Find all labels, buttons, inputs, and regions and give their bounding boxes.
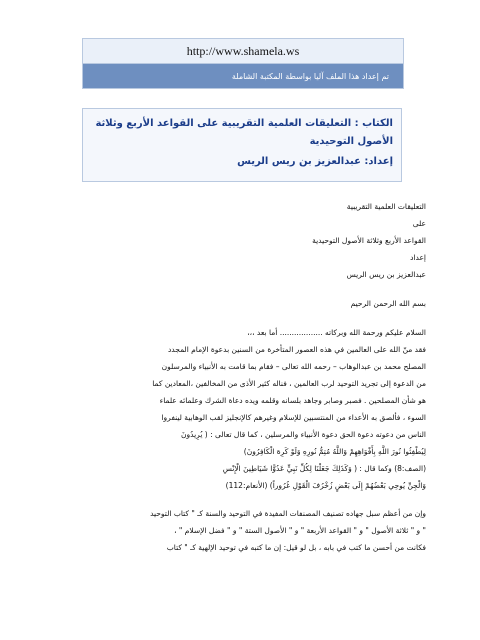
paragraph-line: هو شأن المصلحين . فصبر وصابر وجاهد بلسانه وقلمه ويده دعاة الشرك وعلمائه علماء [159, 396, 426, 405]
quran-verse-line: وَالْجِنِّ يُوحِي بَعْضُهُمْ إِلَى بَعْضٍ زُخْرُفَ الْقَوْلِ غُرُوراً) (الأنعام:112) [225, 481, 426, 490]
paragraph-1 [36, 341, 426, 494]
book-author: إعداد: عبدالعزيز بن ريس الريس [237, 156, 393, 167]
intro-line: إعداد [410, 253, 426, 262]
paragraph-line: " و " ثلاثة الأصول " و " القواعد الأربعة " و " الأصول الستة " و " فضل الإسلام " ، [174, 526, 426, 535]
paragraph-line: الناس من دعوته دعوة الحق دعوة الأنبياء والمرسلين ، كما قال تعالى : ( يُرِيدُونَ [181, 430, 426, 439]
paragraph-line: المصلح محمد بن عبدالوهاب – رحمه الله تعالى – فقام بما قامت به الأنبياء والمرسلون [161, 362, 426, 371]
greeting: السلام عليكم ورحمة الله وبركاته .................. أما بعد ،،، [247, 328, 426, 337]
paragraph-line: فكانت من أحسن ما كتب في بابه ، بل لو قيل: إن ما كتبه في توحيد الإلهية كـ " كتاب [166, 543, 426, 552]
site-url[interactable]: http://www.shamela.ws [83, 39, 403, 64]
site-banner [82, 38, 404, 89]
quran-verse-line: (الصف:8) وكما قال : ( وَكَذَلِكَ جَعَلْنَا لِكُلِّ نَبِيٍّ عَدُوًّا شَيَاطِينَ الْإِنْسِ [222, 464, 426, 473]
intro-line: على [412, 219, 426, 228]
intro-line: عبدالعزيز بن ريس الريس [346, 270, 426, 279]
book-title-box [82, 108, 402, 182]
quran-verse-line: لِيُطْفِئُوا نُورَ اللَّهِ بِأَفْوَاهِهِمْ وَاللَّهُ مُتِمُّ نُورِهِ وَلَوْ كَرِهَ الْكَافِرُونَ) [243, 447, 426, 456]
document-body [36, 198, 426, 556]
paragraph-line: من الدعوة إلى تجريد التوحيد لرب العالمين ، فناله كثير الأذى من المخالفين ،المعادين كما [152, 379, 426, 388]
basmala: بسم الله الرحمن الرحيم [350, 299, 426, 308]
book-title: الكتاب : التعليقات العلمية التقريبية على القواعد الأربع وثلاثة الأصول التوحيدية [95, 118, 393, 147]
paragraph-2 [36, 505, 426, 556]
credit-text: تم إعداد هذا الملف آليا بواسطة المكتبة الشاملة [231, 71, 389, 81]
intro-line: القواعد الأربع وثلاثة الأصول التوحيدية [312, 236, 426, 245]
intro-line: التعليقات العلمية التقريبية [346, 202, 426, 211]
paragraph-line: السوء ، فألصق به الأعداء من المنتسبين للإسلام وغيرهم كالإنجليز لقب الوهابية لينفروا [161, 413, 426, 422]
paragraph-line: وإن من أعظم سبل جهاده تصنيف المصنفات المفيدة في التوحيد والسنة كـ " كتاب التوحيد [150, 509, 426, 518]
credit-bar [83, 64, 403, 88]
paragraph-line: فقد منّ الله على العالمين في هذه العصور المتأخرة من السنين بدعوة الإمام المجدد [167, 345, 426, 354]
